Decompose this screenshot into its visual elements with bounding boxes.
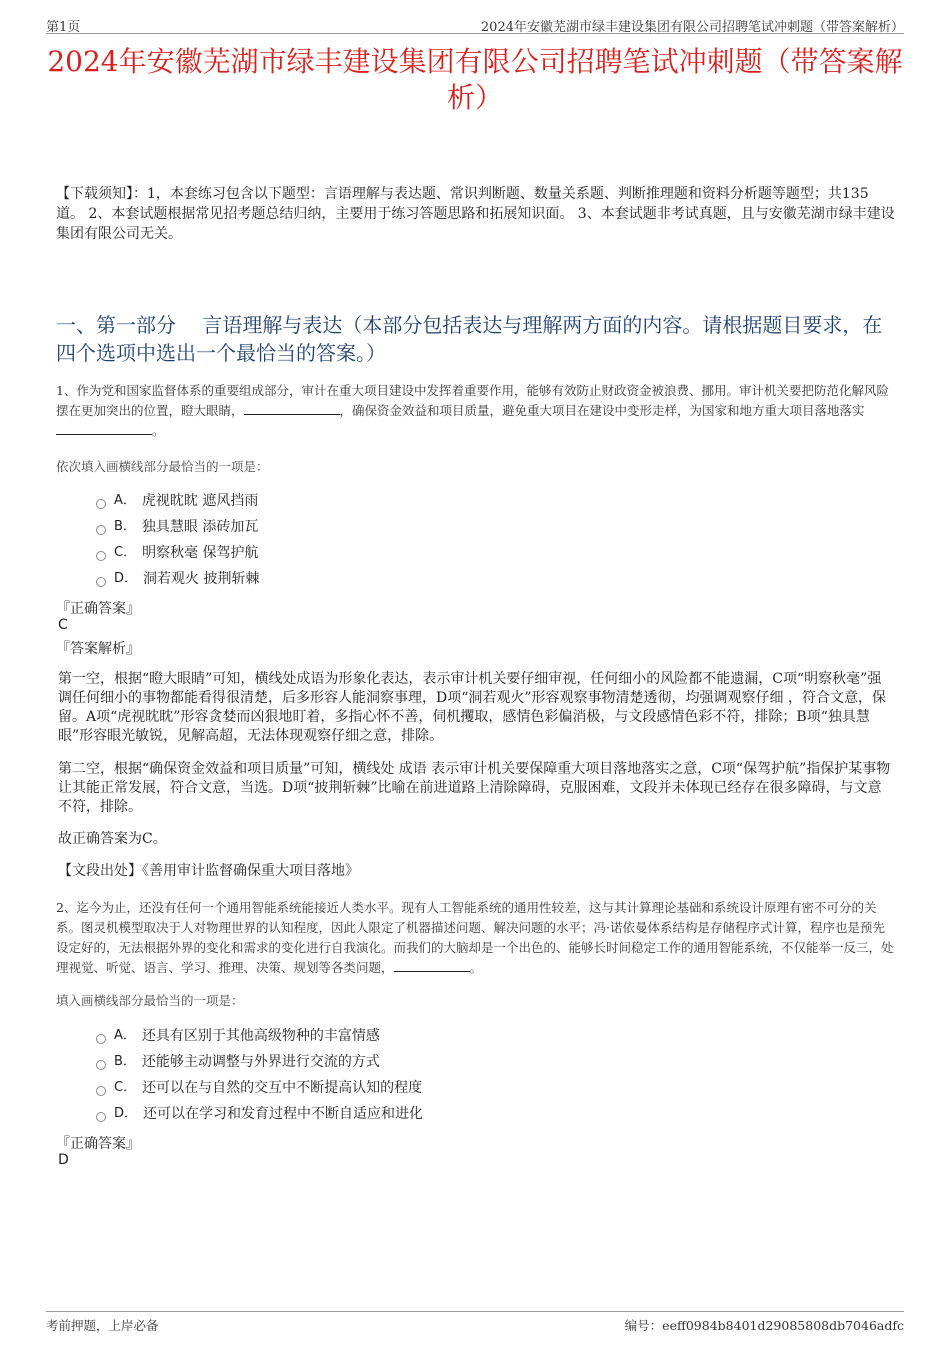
question-2-text-part-a: 2、迄今为止，还没有任何一个通用智能系统能接近人类水平。现有人工智能系统的通用性较差，这与其计算理论基础和系统设计原理有密不可分的关系。图灵机模型取决于人对物理世界的认知程度，因此人限定了机器描述问题、解决问题的水平；冯·诺依曼体系结构是存储程序式计算，程序也是预先设定好的，无法根据外界的变化和需求的变化进行自我演化。而我们的大脑却是一个出色的、能够长时间稳定工作的通用智能系统，不仅能举一反三，处理视觉、听觉、语言、学习、推理、决策、规划等各类问题，	[56, 900, 894, 975]
option-text: 还能够主动调整与外界进行交流的方式	[141, 1054, 380, 1070]
question-2-text	[56, 898, 896, 978]
question-1-answer-label: 『正确答案』	[56, 601, 140, 617]
option-letter: D．	[114, 571, 138, 586]
question-1-answer: C	[58, 617, 68, 633]
question-1-analysis-2: 第二空，根据“确保资金效益和项目质量”可知，横线处 成语 表示审计机关要保障重大项目落地落实之意，C项“保驾护航”指保护某事物让其能正常发展，符合文意，当选。D项“披荆斩棘”比喻在前进道路上清除障碍，克服困难，文段并未体现已经存在很多障碍，与文意不符，排除。	[58, 761, 891, 815]
question-1-blank-1	[244, 401, 340, 415]
question-1-text-part-c: 。	[152, 423, 165, 438]
question-2-prompt: 填入画横线部分最恰当的一项是：	[56, 993, 244, 1008]
option-text: 还可以在学习和发育过程中不断自适应和进化	[143, 1106, 424, 1122]
question-1-blank-2	[56, 421, 152, 435]
radio-icon[interactable]	[96, 1060, 106, 1070]
option-letter: D．	[114, 1106, 138, 1121]
question-2-text-part-b: 。	[469, 960, 483, 975]
radio-icon[interactable]	[96, 1034, 106, 1044]
question-1-option-d[interactable]	[96, 568, 259, 590]
radio-icon[interactable]	[96, 499, 106, 509]
footer-serial: 编号：eeff0984b8401d29085808db7046adfc	[624, 1318, 904, 1333]
radio-icon[interactable]	[96, 525, 106, 535]
question-2-blank	[394, 958, 470, 972]
option-text: 独具慧眼 添砖加瓦	[141, 519, 259, 535]
question-1-analysis-label: 『答案解析』	[56, 641, 140, 657]
option-text: 明察秋毫 保驾护航	[142, 545, 259, 561]
question-1-option-a[interactable]	[96, 490, 258, 512]
question-1-analysis-1: 第一空，根据“瞪大眼睛”可知，横线处成语为形象化表达，表示审计机关要仔细审视，任何细小的风险都不能遗漏，C项“明察秋毫”强调任何细小的事物都能看得很清楚，后多形容人能洞察事理，D项“洞若观火”形容观察事物清楚透彻，均强调观察仔细 ，符合文意，保留。A项“虎视眈眈”形容贪婪而凶狠地盯着，多指心怀不善，伺机攫取，感情色彩偏消极，与文段感情色彩不符，排除；B项“独具慧眼”形容眼光敏锐，见解高超，无法体现观察仔细之意，排除。	[58, 671, 886, 744]
option-letter: A．	[114, 1028, 136, 1043]
question-1-conclusion: 故正确答案为C。	[58, 831, 167, 847]
option-letter: B．	[114, 1054, 136, 1069]
question-1-prompt: 依次填入画横线部分最恰当的一项是：	[56, 459, 269, 474]
question-1-text	[56, 381, 896, 441]
option-text: 洞若观火 披荆斩棘	[143, 571, 260, 587]
option-letter: C．	[114, 1080, 137, 1095]
option-letter: C．	[114, 545, 137, 560]
question-2-answer: D	[58, 1152, 69, 1168]
option-letter: B．	[114, 519, 136, 534]
option-text: 还具有区别于其他高级物种的丰富情感	[141, 1028, 380, 1044]
document-title: 2024年安徽芜湖市绿丰建设集团有限公司招聘笔试冲刺题（带答案解析）	[47, 45, 903, 114]
option-text: 还可以在与自然的交互中不断提高认知的程度	[142, 1080, 423, 1096]
download-notice: 【下载须知】：1，本套练习包含以下题型：言语理解与表达题、常识判断题、数量关系题、判断推理题和资料分析题等题型；共135道。 2、本套试题根据常见招考题总结归纳，主要用于练习答题思路和拓展知识面。 3、本套试题非考试真题，且与安徽芜湖市绿丰建设集团有限公司无关。	[56, 186, 895, 242]
question-1-text-part-a: 1、作为党和国家监督体系的重要组成部分，审计在重大项目建设中发挥着重要作用，能够有效防止财政资金被浪费、挪用。审计机关要把防范化解风险摆在更加突出的位置，瞪大眼睛，	[56, 383, 889, 418]
option-text: 虎视眈眈 遮风挡雨	[141, 493, 259, 509]
question-2-option-b[interactable]	[96, 1051, 380, 1073]
question-1-text-part-b: ，确保资金效益和项目质量，避免重大项目在建设中变形走样，为国家和地方重大项目落地落实	[339, 403, 865, 418]
question-2-answer-label: 『正确答案』	[56, 1136, 140, 1152]
page-header	[46, 14, 904, 34]
question-2-option-a[interactable]	[96, 1025, 380, 1047]
page-footer	[46, 1311, 904, 1333]
radio-icon[interactable]	[96, 577, 106, 587]
radio-icon[interactable]	[96, 1112, 106, 1122]
question-1-option-b[interactable]	[96, 516, 258, 538]
option-letter: A．	[114, 493, 136, 508]
section-title: 一、第一部分 言语理解与表达（本部分包括表达与理解两方面的内容。请根据题目要求，在四个选项中选出一个最恰当的答案。）	[56, 313, 883, 365]
radio-icon[interactable]	[96, 1086, 106, 1096]
radio-icon[interactable]	[96, 551, 106, 561]
question-1-source: 【文段出处】《善用审计监督确保重大项目落地》	[58, 863, 359, 879]
question-2-option-d[interactable]	[96, 1103, 423, 1125]
page-number: 第1页	[46, 20, 81, 35]
question-1-option-c[interactable]	[96, 542, 259, 564]
question-2-option-c[interactable]	[96, 1077, 422, 1099]
header-doc-title: 2024年安徽芜湖市绿丰建设集团有限公司招聘笔试冲刺题（带答案解析）	[480, 20, 904, 35]
footer-slogan: 考前押题，上岸必备	[46, 1318, 159, 1333]
